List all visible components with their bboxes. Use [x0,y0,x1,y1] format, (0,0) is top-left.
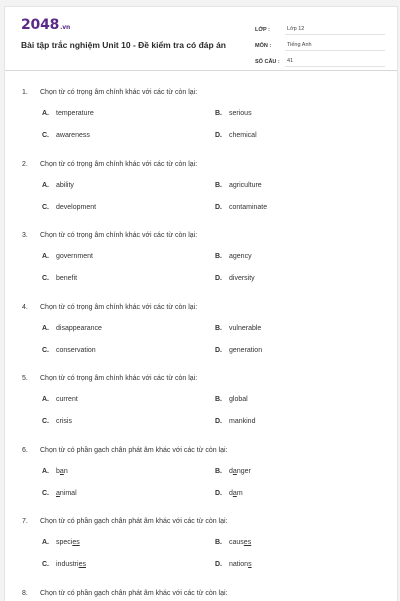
question-text-line [22,304,197,311]
option-underlined-part: a [232,489,237,497]
answer-option[interactable] [215,204,267,211]
question-text-line [22,518,228,525]
option-text: temperature [56,110,94,117]
question-text: Chọn từ có phần gạch chân phát âm khác với các từ còn lại: [40,589,228,597]
option-letter: B. [215,467,222,475]
answer-option[interactable] [215,325,261,332]
header [5,7,397,71]
answer-option[interactable] [42,490,77,497]
option-letter: D. [215,203,222,211]
site-logo[interactable] [21,17,70,33]
option-letter: D. [215,275,222,282]
answer-option[interactable] [215,182,262,189]
option-text: agency [229,253,252,260]
question-text: Chọn từ có trọng âm chính khác với các từ còn lại: [40,160,198,168]
question-text-line [22,232,197,239]
option-text: speci [56,539,73,546]
answer-option[interactable] [42,468,68,475]
option-text: contaminate [229,203,268,211]
answer-option[interactable] [42,418,72,425]
option-text: benefit [56,275,78,282]
answer-option[interactable] [215,253,252,260]
worksheet [4,6,398,601]
option-letter: B. [215,539,222,546]
option-letter: C. [42,418,49,425]
answer-option[interactable] [215,468,251,475]
answer-option[interactable] [42,204,96,211]
option-underlined-part: a [56,489,60,497]
meta-key: MÔN : [255,43,272,49]
meta-value: Tiếng Anh [285,42,385,51]
answer-option[interactable] [215,275,255,282]
option-text-suffix: n [63,467,68,475]
answer-option[interactable] [42,396,78,403]
option-underlined-part: es [72,539,80,546]
option-letter: D. [215,489,222,497]
option-letter: D. [215,561,222,568]
answer-option[interactable] [42,275,77,282]
answer-option[interactable] [215,110,252,117]
question-text-line [22,161,197,168]
question-text: Chọn từ có phần gạch chân phát âm khác với các từ còn lại: [40,518,228,525]
option-underlined-part: s [248,561,252,568]
option-text: chemical [229,132,257,139]
meta-row-class [255,19,385,35]
option-text: d [229,467,233,475]
answer-option[interactable] [215,347,262,354]
answer-option[interactable] [42,561,86,568]
option-letter: C. [42,489,49,497]
answer-option[interactable] [215,418,255,425]
option-letter: B. [215,396,222,403]
option-text: diversity [229,275,255,282]
option-text: awareness [56,132,90,139]
option-letter: C. [42,346,49,354]
option-letter: A. [42,396,49,403]
option-letter: A. [42,253,49,260]
option-underlined-part: es [78,561,86,568]
option-text: conservation [56,346,96,354]
question-text-line [22,89,197,96]
option-text: industri [56,561,79,568]
answer-option[interactable] [42,110,94,117]
question-text-line [22,375,197,382]
option-letter: A. [42,110,49,117]
option-text: b [56,467,60,475]
option-text: vulnerable [229,324,262,332]
option-text: global [229,396,248,403]
option-letter: B. [215,253,222,260]
option-text-suffix: nimal [59,489,77,497]
question-number: 8. [22,589,28,597]
answer-option[interactable] [42,347,96,354]
question-text: Chọn từ có trọng âm chính khác với các từ còn lại: [40,303,198,311]
question-text: Chọn từ có trọng âm chính khác với các từ còn lại: [40,375,198,382]
option-letter: B. [215,181,222,189]
answer-option[interactable] [42,325,102,332]
answer-option[interactable] [215,396,248,403]
question-text: Chọn từ có trọng âm chính khác với các từ còn lại: [40,89,198,96]
meta-row-subject [255,35,385,51]
option-text: d [229,489,233,497]
option-letter: C. [42,203,49,211]
page-title: Bài tập trắc nghiệm Unit 10 - Đề kiểm tra có đáp án [21,40,226,50]
meta-value: Lớp 12 [285,26,385,35]
answer-option[interactable] [215,561,252,568]
option-text: serious [229,110,252,117]
option-letter: D. [215,418,222,425]
answer-option[interactable] [42,132,90,139]
option-letter: C. [42,132,49,139]
question-number: 7. [22,518,28,525]
meta-row-count [255,51,385,67]
option-text: development [56,203,97,211]
logo-sub: .vn [60,24,71,31]
option-text: agriculture [229,181,262,189]
meta-key: SỐ CÂU : [255,59,280,65]
answer-option[interactable] [215,539,251,546]
option-text: disappearance [56,324,102,332]
option-letter: B. [215,324,222,332]
option-text: government [56,253,93,260]
meta-value: 41 [285,58,385,67]
option-letter: A. [42,539,49,546]
answer-option[interactable] [42,253,93,260]
option-text-suffix: nger [236,467,251,475]
question-number: 6. [22,446,28,454]
option-text: caus [229,539,244,546]
option-text: mankind [229,418,256,425]
option-text-suffix: m [236,489,243,497]
answer-option[interactable] [42,539,80,546]
question-text-line [22,590,228,597]
option-underlined-part: a [59,467,64,475]
option-letter: B. [215,110,222,117]
option-letter: C. [42,561,49,568]
option-letter: A. [42,181,49,189]
meta-key: LỚP : [255,27,270,33]
question-text: Chọn từ có trọng âm chính khác với các từ còn lại: [40,232,198,239]
option-letter: A. [42,467,49,475]
question-number: 3. [22,232,28,239]
question-number: 4. [22,303,28,311]
answer-option[interactable] [215,132,257,139]
option-letter: D. [215,346,222,354]
option-text: current [56,396,78,403]
answer-option[interactable] [215,490,243,497]
option-text: ability [56,181,74,189]
option-underlined-part: a [232,467,237,475]
logo-main: 2048 [21,17,60,33]
meta-table [255,19,385,67]
option-letter: C. [42,275,49,282]
question-text-line [22,447,228,454]
question-text: Chọn từ có phần gạch chân phát âm khác với các từ còn lại: [40,446,228,454]
answer-option[interactable] [42,182,74,189]
option-text: generation [229,346,263,354]
option-letter: A. [42,324,49,332]
question-number: 1. [22,89,28,96]
question-number: 5. [22,375,28,382]
option-text: crisis [56,418,72,425]
option-text: nation [229,561,249,568]
question-number: 2. [22,160,28,168]
option-letter: D. [215,132,222,139]
option-underlined-part: es [243,539,252,546]
